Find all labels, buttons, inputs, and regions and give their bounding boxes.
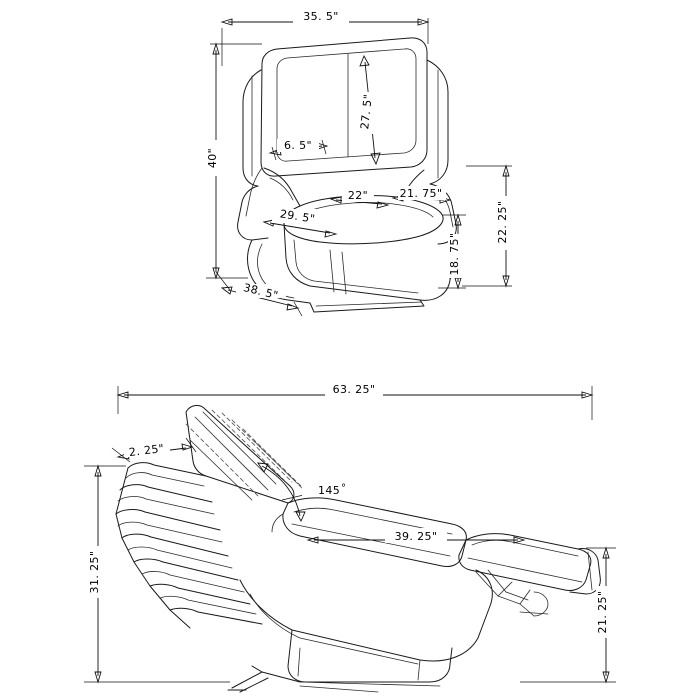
dim-overall-length xyxy=(118,382,592,420)
dim-reclined-height xyxy=(84,466,230,682)
dim-depth-bottom xyxy=(216,272,302,316)
upright-view-group xyxy=(206,9,514,316)
reclined-view-group xyxy=(84,382,616,692)
dim-side-depth xyxy=(264,207,336,237)
dim-overall-height xyxy=(206,44,262,278)
dim-label-recline-angle: 145 xyxy=(318,484,341,497)
dim-footrest-height xyxy=(520,548,616,682)
dim-width-top xyxy=(222,9,428,66)
dim-label-overall-height: 40" xyxy=(206,147,219,169)
dim-arm-height xyxy=(462,166,514,286)
dim-seat-depth-right xyxy=(393,186,450,203)
dim-label-seat-height: 18. 75" xyxy=(448,232,461,276)
dim-seat-height xyxy=(438,215,466,288)
dim-label-wall-clearance: 2. 25" xyxy=(128,441,165,460)
dim-label-side-depth: 29. 5" xyxy=(279,207,317,226)
dim-label-reclined-height: 31. 25" xyxy=(88,550,101,594)
dim-label-seat-depth-right: 21. 75" xyxy=(399,187,443,200)
dim-label-width-top: 35. 5" xyxy=(303,10,339,23)
dim-recline-angle xyxy=(258,463,346,521)
dim-label-footrest-height: 21. 25" xyxy=(596,590,609,634)
dim-label-arm-width: 6. 5" xyxy=(283,139,313,152)
dim-label-depth-bottom: 38. 5" xyxy=(242,281,280,303)
upright-chair-outline xyxy=(238,38,457,312)
dim-label-arm-height: 22. 25" xyxy=(496,200,509,244)
dim-back-height xyxy=(358,56,380,164)
dim-label-recline-length: 39. 25" xyxy=(394,530,438,543)
dim-label-seat-width: 22" xyxy=(347,189,369,202)
dim-label-overall-length: 63. 25" xyxy=(332,383,376,396)
degree-symbol: ° xyxy=(341,483,347,494)
dim-label-back-height: 27. 5" xyxy=(358,93,375,130)
dim-seat-width xyxy=(331,188,388,208)
dim-wall-clearance xyxy=(112,438,196,462)
